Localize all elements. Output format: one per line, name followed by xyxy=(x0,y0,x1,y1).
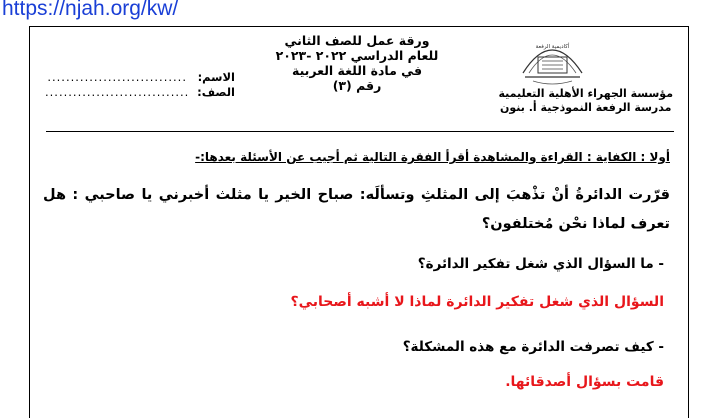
header-divider xyxy=(46,131,674,132)
school-name: مؤسسة الجهراء الأهلية التعليمية xyxy=(498,87,673,100)
question-2: - كيف تصرفت الدائرة مع هذه المشكلة؟ xyxy=(402,339,664,355)
school-logo xyxy=(515,33,590,87)
class-field[interactable]: ............................... xyxy=(45,85,190,99)
worksheet-title: ورقة عمل للصف الثاني xyxy=(284,33,430,48)
school-branch: مدرسة الرفعة النموذجية أ. بنون xyxy=(500,101,672,114)
subject: في مادة اللغة العربية xyxy=(291,63,423,78)
academic-year: للعام الدراسي ٢٠٢٢ -٢٠٢٣ xyxy=(275,48,439,63)
worksheet-header xyxy=(262,33,452,93)
name-label: الاسم: xyxy=(197,70,235,84)
question-1: - ما السؤال الذي شغل تفكير الدائرة؟ xyxy=(417,256,664,272)
class-label: الصف: xyxy=(197,85,235,99)
answer-2: قامت بسؤال أصدقائها. xyxy=(505,374,664,390)
section-title: أولا : الكفاية : القراءة والمشاهدة أقرأ الفقرة التالية ثم أجيب عن الأسئلة بعدها:- xyxy=(195,150,670,164)
reading-passage: قرّرت الدائرةُ أنْ تذْهبَ إلى المثلثِ وتسألَه: صباح الخير يا مثلث أخبرني يا صاحبي : هل تعرف لماذا نحْن مُختلفون؟ xyxy=(43,187,670,232)
logo-text: أكاديمية الرفعة xyxy=(535,44,570,50)
school-header xyxy=(498,87,673,115)
source-url[interactable]: https://njah.org/kw/ xyxy=(2,0,179,20)
name-field[interactable]: .............................. xyxy=(47,70,187,84)
student-info xyxy=(45,70,235,100)
worksheet-number: رقم (٣) xyxy=(332,78,382,93)
answer-1: السؤال الذي شغل تفكير الدائرة لماذا لا أشبه أصحابي؟ xyxy=(290,294,664,310)
